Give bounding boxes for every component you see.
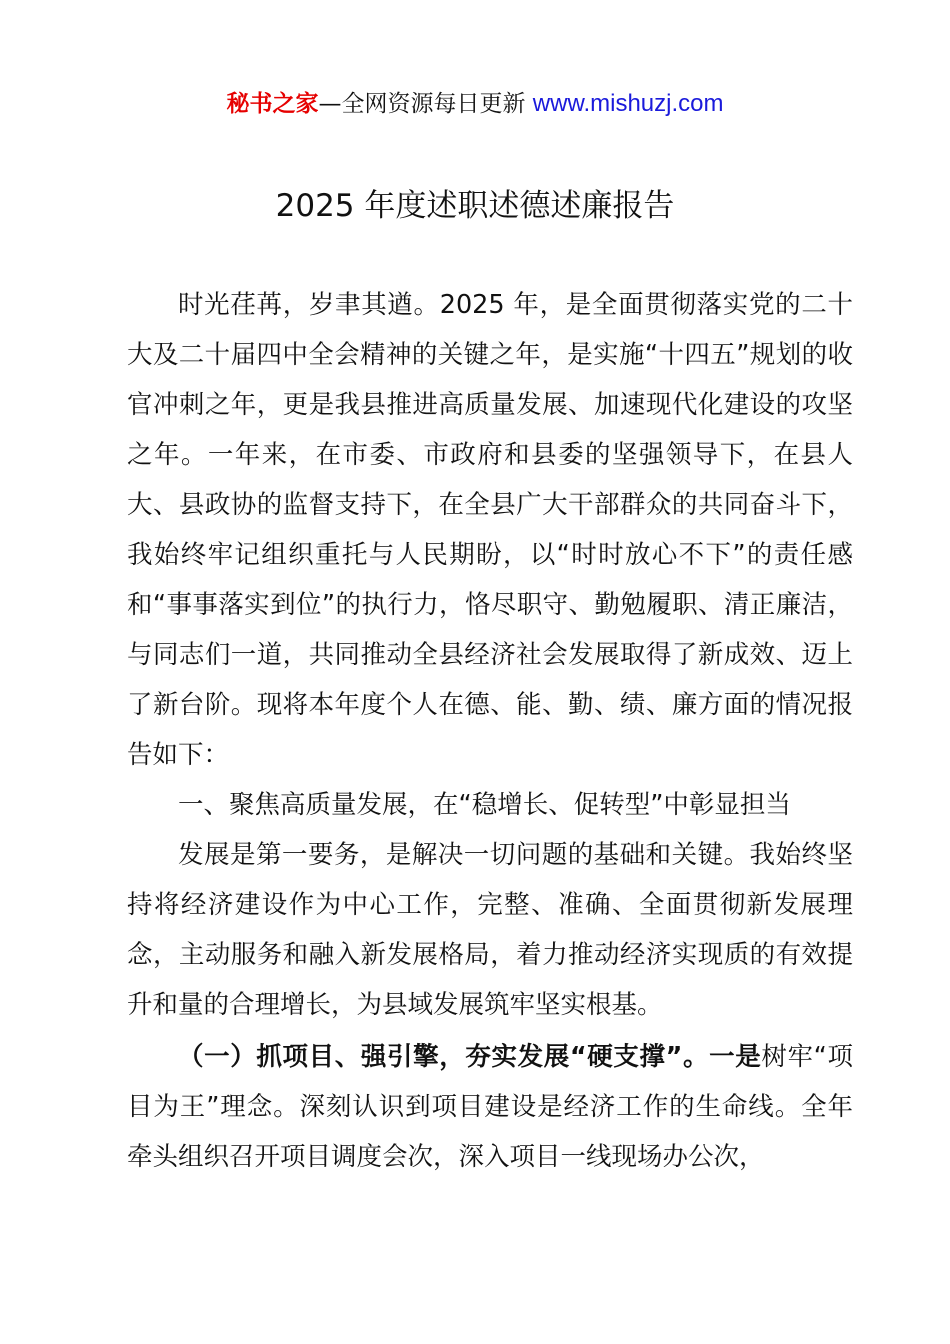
section-1-paragraph: 发展是第一要务，是解决一切问题的基础和关键。我始终坚持将经济建设作为中心工作，完整、准确、全面贯彻新发展理念，主动服务和融入新发展格局，着力推动经济实现质的有效提升和量的合理增长，为县域发展筑牢坚实根基。 — [127, 840, 853, 1020]
subsection-1-point-marker: 一是 — [709, 1042, 762, 1072]
document-title: 2025 年度述职述德述廉报告 — [275, 188, 675, 224]
subsection-1-paragraph — [127, 1032, 853, 1182]
subsection-1-text: 树牢“项目为王”理念。深刻认识到项目建设是经济工作的生命线。全年牵头组织召开项目调度会次，深入项目一线现场办公次， — [127, 1042, 853, 1172]
site-brand: 秘书之家 — [226, 91, 319, 117]
site-url-link[interactable]: www.mishuzj.com — [532, 90, 724, 117]
site-slogan: —全网资源每日更新 — [318, 91, 533, 117]
section-1-heading: 一、聚焦高质量发展，在“稳增长、促转型”中彰显担当 — [178, 790, 791, 820]
site-header — [0, 88, 950, 120]
subsection-1-heading: （一）抓项目、强引擎，夯实发展“硬支撑”。 — [178, 1042, 710, 1072]
document-body — [127, 280, 853, 1182]
intro-paragraph: 时光荏苒，岁聿其遒。2025 年，是全面贯彻落实党的二十大及二十届四中全会精神的关键之年，是实施“十四五”规划的收官冲刺之年，更是我县推进高质量发展、加速现代化建设的攻坚之年。一年来，在市委、市政府和县委的坚强领导下，在县人大、县政协的监督支持下，在全县广大干部群众的共同奋斗下，我始终牢记组织重托与人民期盼，以“时时放心不下”的责任感和“事事落实到位”的执行力，恪尽职守、勤勉履职、清正廉洁，与同志们一道，共同推动全县经济社会发展取得了新成效、迈上了新台阶。现将本年度个人在德、能、勤、绩、廉方面的情况报告如下： — [127, 290, 853, 770]
